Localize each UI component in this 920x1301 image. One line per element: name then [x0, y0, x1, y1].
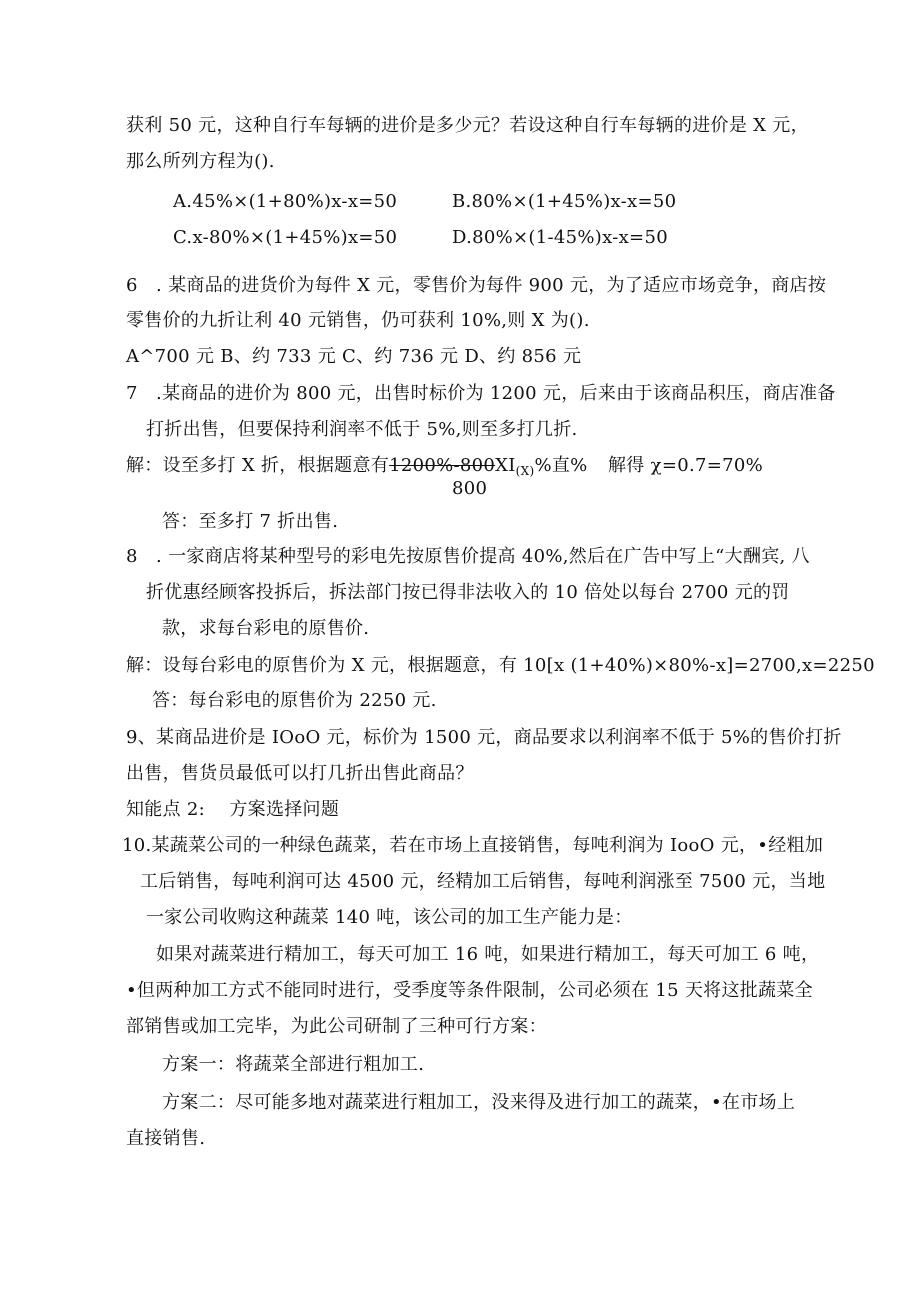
q5-line-1: 获利 50 元，这种自行车每辆的进价是多少元？若设这种自行车每辆的进价是 X 元，	[126, 115, 809, 136]
q6-options: A^700 元 B、约 733 元 C、约 736 元 D、约 856 元	[126, 346, 582, 367]
q10-line-4: 如果对蔬菜进行精加工，每天可加工 16 吨，如果进行精加工，每天可加工 6 吨，	[156, 944, 820, 965]
q5-option-a: A.45%×(1+80%)x-x=50	[173, 191, 398, 212]
q7-solution-sub: (X)	[515, 464, 535, 478]
q8-line-2: 折优惠经顾客投拆后，拆法部门按已得非法收入的 10 倍处以每台 2700 元的罚	[146, 582, 790, 603]
q8-solution: 解：设每台彩电的原售价为 X 元，根据题意，有 10[x (1+40%)×80%-x]=2700,x=2250	[126, 655, 875, 676]
q8-answer: 答：每台彩电的原售价为 2250 元.	[152, 690, 437, 711]
q7-line-1: 7 .某商品的进价为 800 元，出售时标价为 1200 元，后来由于该商品积压，商店准备	[126, 383, 836, 404]
q5-option-c: C.x-80%×(1+45%)x=50	[173, 227, 398, 248]
q10-line-1: 10.某蔬菜公司的一种绿色蔬菜，若在市场上直接销售，每吨利润为 IooO 元，•经粗加	[122, 835, 824, 856]
q9-line-2: 出售，售货员最低可以打几折出售此商品？	[126, 763, 474, 784]
q5-option-d: D.80%×(1-45%)x-x=50	[452, 227, 668, 248]
q9-line-1: 9、某商品进价是 IOoO 元，标价为 1500 元，商品要求以利润率不低于 5%的售价打折	[126, 727, 842, 748]
q7-solution-suffix: %直%	[534, 455, 588, 476]
q10-line-5: •但两种加工方式不能同时进行，受季度等条件限制，公司必须在 15 天将这批蔬菜全	[126, 980, 813, 1001]
q7-answer: 答：至多打 7 折出售.	[162, 511, 339, 532]
q8-line-3: 款，求每台彩电的原售价.	[162, 618, 370, 639]
q7-solution-mid: XI	[495, 455, 516, 476]
q6-line-1: 6 . 某商品的进货价为每件 X 元，零售价为每件 900 元，为了适应市场竞争，商店按	[126, 275, 827, 296]
q10-plan-2-line-2: 直接销售.	[126, 1128, 206, 1149]
q6-line-2: 零售价的九折让利 40 元销售，仍可获利 10%,则 X 为().	[126, 310, 590, 331]
q7-solution-denominator: 800	[452, 478, 488, 499]
q5-line-2: 那么所列方程为().	[126, 151, 275, 172]
q7-solution-prefix: 解：设至多打 X 折，根据题意有	[126, 455, 390, 476]
q10-plan-2-line-1: 方案二：尽可能多地对蔬菜进行粗加工，没来得及进行加工的蔬菜，•在市场上	[162, 1092, 796, 1113]
q8-line-1: 8 . 一家商店将某种型号的彩电先按原售价提高 40%,然后在广告中写上“大酬宾, 八	[126, 546, 810, 567]
q7-solution-strike: 1200%-800	[389, 455, 496, 476]
q7-solution	[126, 454, 588, 483]
q10-line-6: 部销售或加工完毕，为此公司研制了三种可行方案：	[126, 1016, 547, 1037]
q10-line-2: 工后销售，每吨利润可达 4500 元，经精加工后销售，每吨利润涨至 7500 元，当地	[140, 871, 826, 892]
q10-plan-1: 方案一：将蔬菜全部进行粗加工.	[162, 1054, 425, 1075]
section-heading: 知能点 2: 方案选择问题	[126, 799, 340, 820]
q7-solution-result: 解得 χ=0.7=70%	[608, 455, 764, 476]
q10-line-3: 一家公司收购这种蔬菜 140 吨，该公司的加工生产能力是：	[146, 907, 633, 928]
q5-option-b: B.80%×(1+45%)x-x=50	[452, 191, 677, 212]
q7-line-2: 打折出售，但要保持利润率不低于 5%,则至多打几折.	[146, 419, 578, 440]
